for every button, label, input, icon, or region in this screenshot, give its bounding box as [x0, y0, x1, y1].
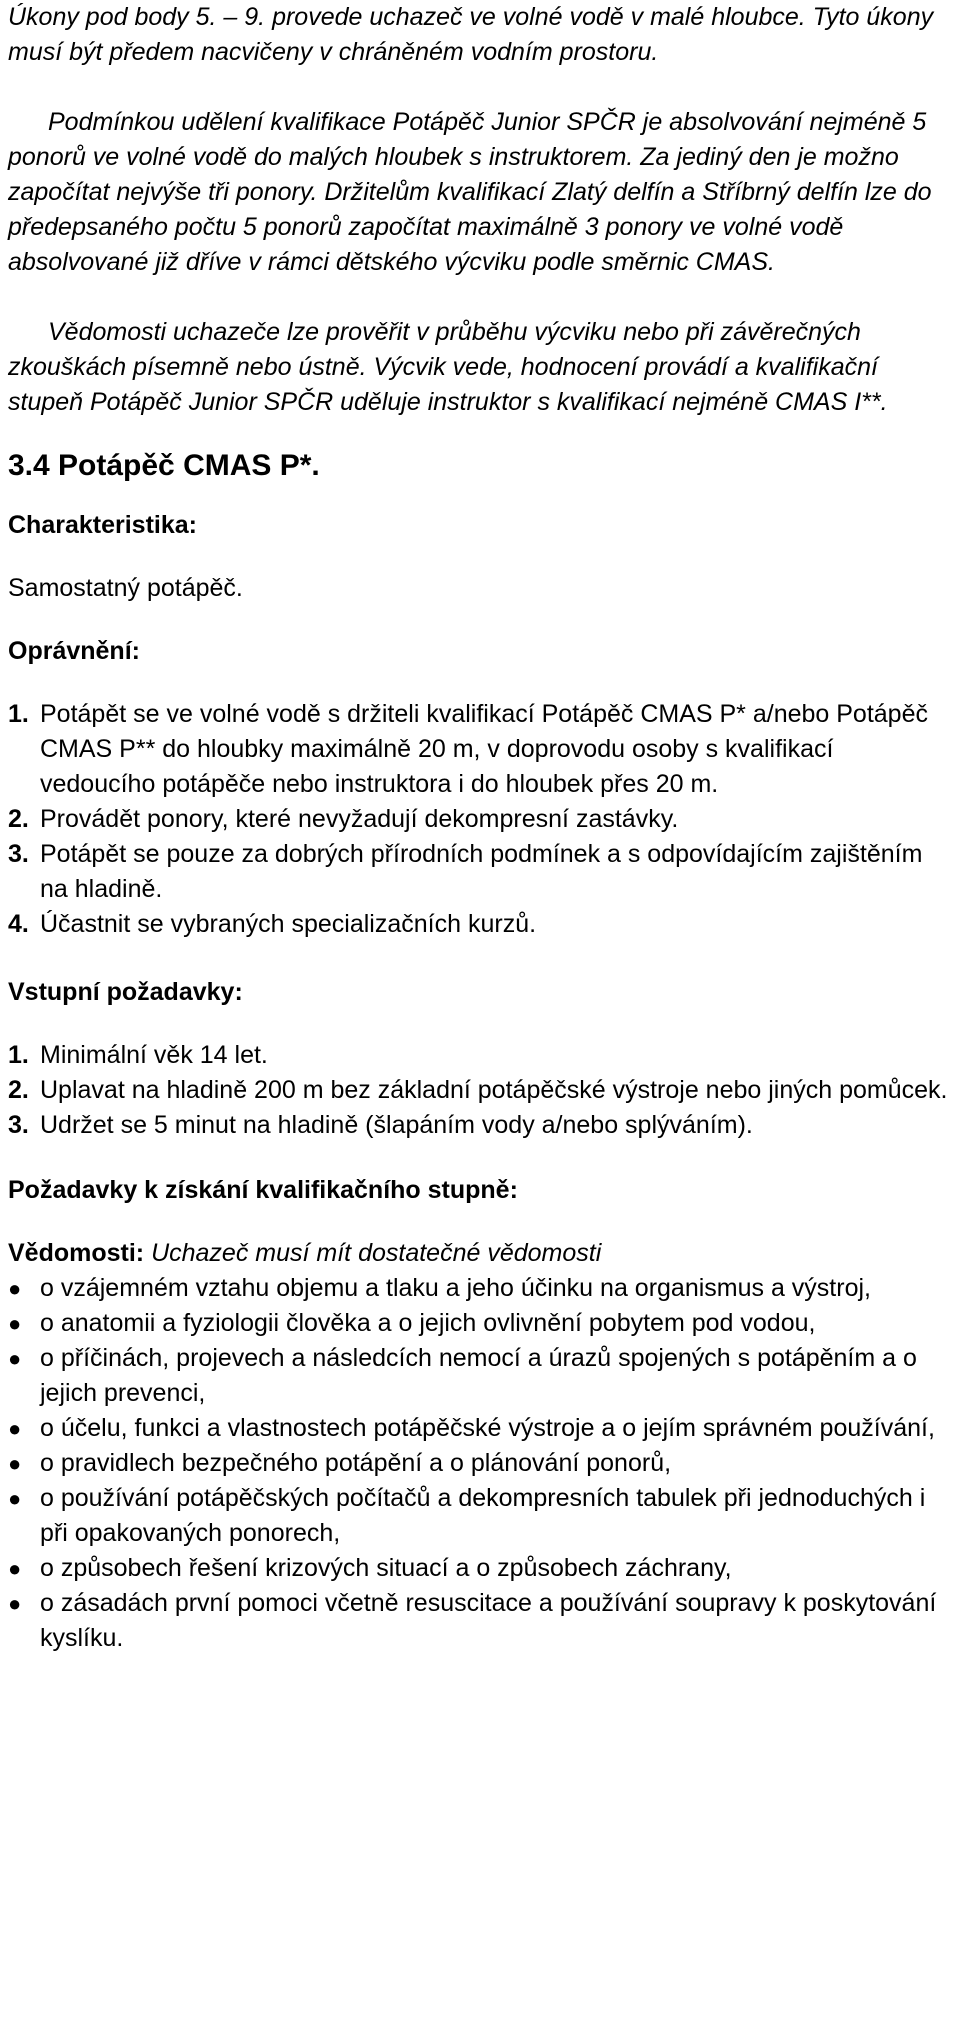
section-title: 3.4 Potápěč CMAS P*.	[8, 449, 320, 482]
list-item: 3. Potápět se pouze za dobrých přírodních podmínek a s odpovídajícím zajištěním na hladině.	[8, 840, 923, 903]
bullet-icon: ●	[8, 1486, 22, 1511]
bullet-icon: ●	[8, 1311, 22, 1336]
knowledge-list	[8, 1271, 954, 1656]
list-item: ● o anatomii a fyziologii člověka a o jejich ovlivnění pobytem pod vodou,	[8, 1306, 954, 1341]
bullet-icon: ●	[8, 1416, 22, 1441]
list-item: 2. Provádět ponory, které nevyžadují dekompresní zastávky.	[8, 805, 679, 833]
list-item: ● o vzájemném vztahu objemu a tlaku a jeho účinku na organismus a výstroj,	[8, 1271, 954, 1306]
list-item: ● o pravidlech bezpečného potápění a o plánování ponorů,	[8, 1446, 954, 1481]
knowledge-intro	[8, 1236, 954, 1271]
list-item: ● o příčinách, projevech a následcích nemocí a úrazů spojených s potápěním a o jejich prevenci,	[8, 1341, 954, 1411]
knowledge-intro-text: Uchazeč musí mít dostatečné vědomosti	[144, 1239, 602, 1267]
bullet-icon: ●	[8, 1451, 22, 1476]
rights-heading: Oprávnění:	[8, 637, 140, 665]
list-item: 4. Účastnit se vybraných specializačních kurzů.	[8, 910, 537, 938]
bullet-icon: ●	[8, 1556, 22, 1581]
entry-requirements-list	[8, 1038, 954, 1143]
list-item: ● o účelu, funkci a vlastnostech potápěčské výstroje a o jejím správném používání,	[8, 1411, 954, 1446]
list-item: 2. Uplavat na hladině 200 m bez základní potápěčské výstroje nebo jiných pomůcek.	[8, 1076, 948, 1104]
intro-paragraph-2: Podmínkou udělení kvalifikace Potápěč Junior SPČR je absolvování nejméně 5 ponorů ve volné vodě do malých hloubek s instruktorem. Za jediný den je možno započítat nejvýše tři ponory. Držitelům kvalifikací Zlatý delfín a Stříbrný delfín lze do předepsaného počtu 5 ponorů započítat maximálně 3 ponory ve volné vodě absolvované již dříve v rámci dětského výcviku podle směrnic CMAS.	[8, 108, 932, 276]
list-item: 1. Minimální věk 14 let.	[8, 1041, 268, 1069]
intro-paragraph-3: Vědomosti uchazeče lze prověřit v průběhu výcviku nebo při závěrečných zkouškách písemně nebo ústně. Výcvik vede, hodnocení provádí a kvalifikační stupeň Potápěč Junior SPČR uděluje instruktor s kvalifikací nejméně CMAS I**.	[8, 318, 888, 416]
qualification-requirements-heading: Požadavky k získání kvalifikačního stupně:	[8, 1176, 518, 1204]
rights-list	[8, 697, 954, 942]
list-item: 1. Potápět se ve volné vodě s držiteli kvalifikací Potápěč CMAS P* a/nebo Potápěč CMAS P** do hloubky maximálně 20 m, v doprovodu osoby s kvalifikací vedoucího potápěče nebo instruktora i do hloubek přes 20 m.	[8, 700, 928, 798]
list-item: ● o způsobech řešení krizových situací a o způsobech záchrany,	[8, 1551, 954, 1586]
bullet-icon: ●	[8, 1276, 22, 1301]
list-item: ● o zásadách první pomoci včetně resuscitace a používání soupravy k poskytování kyslíku.	[8, 1586, 954, 1656]
bullet-icon: ●	[8, 1346, 22, 1371]
intro-paragraph-1: Úkony pod body 5. – 9. provede uchazeč ve volné vodě v malé hloubce. Tyto úkony musí být předem nacvičeny v chráněném vodním prostoru.	[8, 3, 934, 66]
document-page	[8, 0, 954, 1656]
characteristics-text: Samostatný potápěč.	[8, 574, 243, 602]
list-item: ● o používání potápěčských počítačů a dekompresních tabulek při jednoduchých i při opakovaných ponorech,	[8, 1481, 954, 1551]
characteristics-heading: Charakteristika:	[8, 511, 197, 539]
list-item: 3. Udržet se 5 minut na hladině (šlapáním vody a/nebo splýváním).	[8, 1111, 753, 1139]
entry-requirements-heading: Vstupní požadavky:	[8, 978, 243, 1006]
knowledge-label: Vědomosti:	[8, 1239, 145, 1267]
bullet-icon: ●	[8, 1591, 22, 1616]
